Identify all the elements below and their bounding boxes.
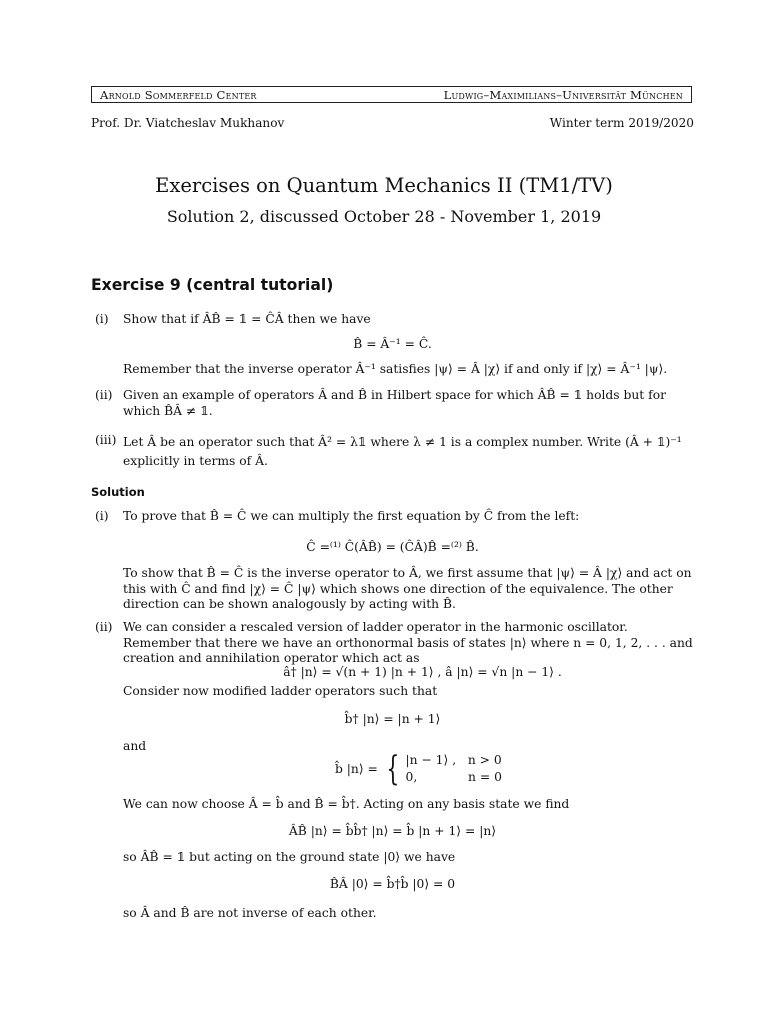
solution-text: We can now choose Â = b̂ and B̂ = b̂†. Acting on any basis state we find <box>123 797 570 811</box>
institution-header <box>91 86 692 103</box>
equation: B̂ = Â⁻¹ = Ĉ. <box>353 337 432 351</box>
exercise-item-text: Given an example of operators Â and B̂ in Hilbert space for which ÂB̂ = 𝟙 holds but for which B̂Â ≠ 𝟙. <box>123 388 666 418</box>
solution-heading: Solution <box>91 485 145 499</box>
item-number: (iii) <box>95 433 117 447</box>
equation: â† |n⟩ = √(n + 1) |n + 1⟩ , â |n⟩ = √n |n − 1⟩ . <box>283 665 562 679</box>
piecewise-equation <box>335 749 502 789</box>
solution-text: Consider now modified ladder operators such that <box>123 684 438 698</box>
exercise-item-text: Remember that the inverse operator Â⁻¹ satisfies |ψ⟩ = Â |χ⟩ if and only if |χ⟩ = Â⁻¹ |ψ⟩. <box>123 362 668 376</box>
header-right: Ludwig–Maximilians–Universität München <box>443 87 683 102</box>
case-1: |n − 1⟩ , n > 0 <box>405 753 502 767</box>
solution-text: We can consider a rescaled version of ladder operator in the harmonic oscillator. Remember that there we have an orthonormal basis of states |n⟩ where n = 0, 1, 2, . . . and creation and annihilation operator which act as <box>123 620 693 665</box>
solution-text: so Â and B̂ are not inverse of each other. <box>123 906 377 920</box>
item-number: (ii) <box>95 388 113 402</box>
professor-name: Prof. Dr. Viatcheslav Mukhanov <box>91 116 285 130</box>
solution-text: To prove that B̂ = Ĉ we can multiply the first equation by Ĉ from the left: <box>123 509 580 523</box>
item-number: (i) <box>95 509 109 523</box>
equation: B̂Â |0⟩ = b̂†b̂ |0⟩ = 0 <box>329 877 456 891</box>
brace: { <box>386 749 400 789</box>
document-subtitle: Solution 2, discussed October 28 - November 1, 2019 <box>166 207 602 226</box>
term: Winter term 2019/2020 <box>549 116 694 130</box>
equation: Ĉ =⁽¹⁾ Ĉ(ÂB̂) = (ĈÂ)B̂ =⁽²⁾ B̂. <box>306 540 479 554</box>
exercise-item-text: Let Â be an operator such that Â² = λ𝟙 where λ ≠ 1 is a complex number. Write (Â + 𝟙)⁻¹ explicitly in terms of Â. <box>123 435 682 468</box>
meta-line <box>91 116 694 130</box>
case-2: 0, n = 0 <box>405 770 502 784</box>
equation: ÂB̂ |n⟩ = b̂b̂† |n⟩ = b̂ |n + 1⟩ = |n⟩ <box>288 824 497 838</box>
document-title: Exercises on Quantum Mechanics II (TM1/TV) <box>155 174 613 197</box>
item-number: (ii) <box>95 620 113 634</box>
item-number: (i) <box>95 312 109 326</box>
exercise-heading: Exercise 9 (central tutorial) <box>91 276 334 294</box>
piecewise-lhs: b̂ |n⟩ = <box>335 762 378 776</box>
solution-text: so ÂB̂ = 𝟙 but acting on the ground state |0⟩ we have <box>123 850 456 864</box>
equation: b̂† |n⟩ = |n + 1⟩ <box>344 712 441 726</box>
solution-text: and <box>123 739 147 753</box>
header-left: Arnold Sommerfeld Center <box>100 87 257 102</box>
solution-text: To show that B̂ = Ĉ is the inverse operator to Â, we first assume that |ψ⟩ = Â |χ⟩ and act on this with Ĉ and find |χ⟩ = Ĉ |ψ⟩ which shows one direction of the equivalence. The other direction can be shown analogously by acting with B̂. <box>123 566 692 611</box>
exercise-item-text: Show that if ÂB̂ = 𝟙 = ĈÂ then we have <box>123 312 371 326</box>
piecewise-cases <box>406 752 502 786</box>
